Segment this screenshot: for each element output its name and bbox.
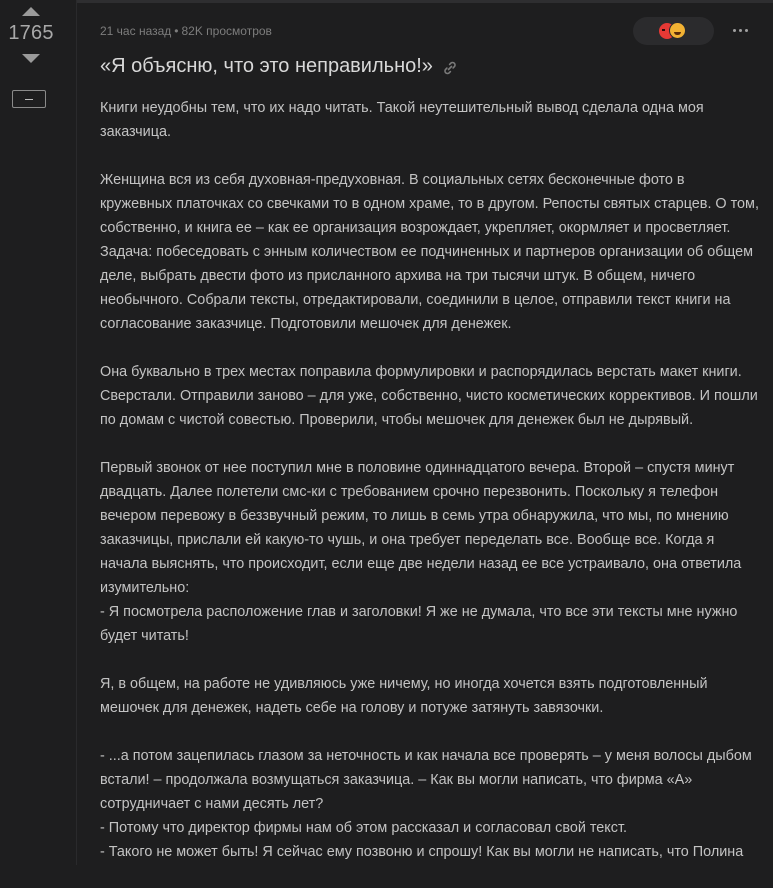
- more-options-button[interactable]: [728, 22, 752, 38]
- post-time: 21 час назад: [100, 24, 172, 38]
- reactions-button[interactable]: [633, 17, 714, 45]
- post-paragraph: Я, в общем, на работе не удивляюсь уже ничему, но иногда хочется взять подготовленный мешочек для денежек, надеть себе на голову и потуже затянуть завязочки.: [100, 676, 708, 716]
- downvote-icon[interactable]: [22, 54, 40, 63]
- collapse-button[interactable]: [12, 90, 46, 108]
- post-views: 82K просмотров: [181, 24, 272, 38]
- header-divider: [76, 0, 773, 3]
- upvote-icon[interactable]: [22, 7, 40, 16]
- dot-icon: [733, 29, 736, 32]
- post-paragraph: Первый звонок от нее поступил мне в половине одиннадцатого вечера. Второй – спустя минут двадцать. Далее полетели смс-ки с требованием срочно перезвонить. Поскольку я телефон вечером перевожу в беззвучный режим, то лишь в семь утра обнаружила, что мы, по мнению заказчицы, прислали ей какую-то чушь, и она требует переделать все. Вообще все. Когда я начала выяснять, что происходит, если еще две недели назад ее все устраивало, она ответила изумительно: - Я посмотрела расположение глав и заголовки! Я же не думала, что все эти тексты мне нужно будет читать!: [100, 460, 742, 644]
- post-paragraph: Книги неудобны тем, что их надо читать. Такой неутешительный вывод сделала одна моя заказчица.: [100, 100, 704, 140]
- dot-icon: [745, 29, 748, 32]
- post-paragraph: - ...а потом зацепилась глазом за неточность и как начала все проверять – у меня волосы дыбом встали! – продолжала возмущаться заказчица. – Как вы могли написать, что фирма «А» сотрудничает с нами десять лет? - Потому что директор фирмы нам об этом рассказал и согласовал свой текст. - Такого не может быть! Я сейчас ему позвоню и спрошу! Как вы могли не написать, что Полина: [100, 748, 752, 860]
- laughing-face-icon: [669, 22, 686, 39]
- post-body: [100, 96, 760, 888]
- link-icon[interactable]: [442, 60, 458, 76]
- post-title[interactable]: «Я объясню, что это неправильно!»: [100, 55, 433, 77]
- column-divider: [76, 0, 77, 865]
- vote-panel: [0, 0, 60, 865]
- post-meta: [100, 24, 272, 38]
- post-paragraph: Женщина вся из себя духовная-предуховная. В социальных сетях бесконечные фото в кружевных платочках со свечками то в одном храме, то в другом. Репосты святых старцев. О том, собственно, и книга ее – как ее организация возрождает, укрепляет, окормляет и просветляет. Задача: побеседовать с энным количеством ее подчиненных и партнеров организации об общем деле, выбрать двести фото из присланного архива на три тысячи штук. В общем, ничего необычного. Собрали тексты, отредактировали, соединили в целое, отправили текст книги на согласование заказчице. Подготовили мешочек для денежек.: [100, 172, 759, 332]
- post-paragraph: Она буквально в трех местах поправила формулировки и распорядилась верстать макет книги. Сверстали. Отправили заново – для уже, собственно, чисто косметических коррективов. И пошли по домам с чистой совестью. Проверили, чтобы мешочек для денежек был не дырявый.: [100, 364, 758, 428]
- rating-count: 1765: [8, 22, 54, 44]
- meta-separator: •: [174, 24, 179, 38]
- dot-icon: [739, 29, 742, 32]
